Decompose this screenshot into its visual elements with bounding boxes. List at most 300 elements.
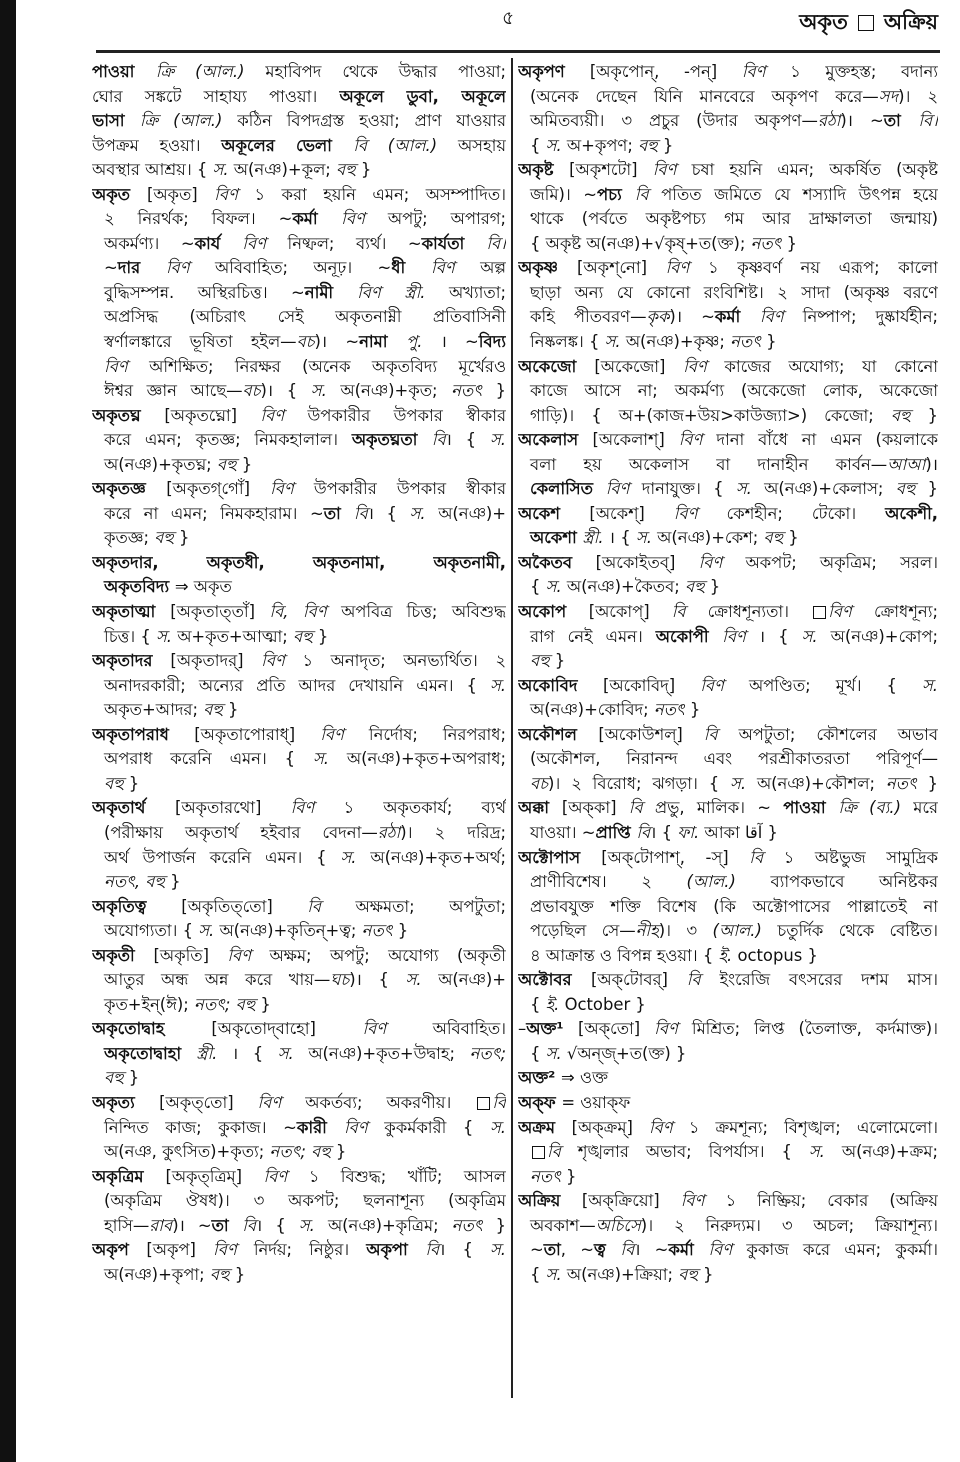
definition-text: [অকেজো] [594,356,684,376]
definition-text: { [530,1043,546,1063]
dictionary-line [92,1042,506,1067]
dictionary-line [518,600,938,625]
headword: ধী [391,258,431,278]
dictionary-line [518,207,938,232]
definition-text: অ(নঞ)+কেশ; [657,528,764,548]
definition-text: । { [217,1043,278,1063]
dictionary-line [518,1140,938,1165]
definition-text: [অকৃতঘ্নো] [164,405,261,425]
definition-text: অখ্যাতা; [448,282,506,302]
grammar-label: বিণ [708,1240,747,1260]
dictionary-line [518,846,938,871]
dictionary-line [92,404,506,429]
definition-text: রাগ নেই এমন। [530,626,656,646]
definition-text: নিষ্কলঙ্ক। { [530,332,605,352]
grammar-label: বহু [530,651,550,671]
grammar-label: পু. [406,332,423,352]
definition-text: নির্দোষ; নিরপরাধ; [368,724,506,744]
grammar-label: বিণ [741,62,791,81]
definition-text: [অকৃশটো] [569,160,653,180]
definition-text: } [123,1068,140,1088]
dictionary-line [518,1165,938,1190]
definition-text: [অকৃপোন্, -পন্] [589,62,742,81]
definition-text: { [530,1264,546,1284]
definition-text: অল্প [480,258,506,278]
definition-text: } [482,1215,506,1235]
grammar-label: ক্রি (ব্য.) [838,798,914,818]
definition-text: ঈশ্বর জ্ঞান আছে— [104,381,243,401]
definition-text: ১ অষ্টভুজ সামুদ্রিক [783,847,938,867]
dictionary-line [518,1263,938,1288]
headword: অকৃতজ্ঞ [92,479,167,499]
definition-text: কৃতজ্ঞ; [104,528,155,548]
headword: কার্য [194,233,243,253]
definition-text: } [704,577,721,597]
page-number: ৫ [502,7,515,29]
definition-text: কাজের অযোগ্য; যা কোনো [724,356,938,376]
grammar-label: স. [545,135,567,155]
grammar-label: বি [634,184,662,204]
definition-text: অ(নঞ)+কৃত+উদ্বাহ; [308,1043,470,1063]
grammar-label: কৃক [646,307,670,327]
grammar-label: বিণ স্ত্রী. [357,282,449,302]
grammar-label: বিণ [828,602,874,622]
definition-text: } [783,528,799,548]
grammar-label: ক্রি (আল.) [155,62,266,81]
definition-text: )। ২ [898,86,938,106]
left-column [92,60,506,1287]
definition-text: অর্থ উপার্জন করেনি এমন। { [104,847,341,867]
definition-text: [অক্‌টোপাশ্, -স্] [601,847,750,867]
definition-text: ছাড়া অন্য যে কোনো রংবিশিষ্ট। ২ সাদা (অকৃষ্ণ বরণে [530,282,938,302]
dictionary-line [518,674,938,699]
dictionary-line [518,575,938,600]
grammar-label: স. [155,626,178,646]
headword: অকৃতদার, অকৃতধী, অকৃতনামা, অকৃতনামী, [92,552,506,572]
definition-text: । { [745,626,802,646]
dictionary-line [518,625,938,650]
headword: তা [883,111,919,131]
grammar-label: ই. [545,994,565,1014]
definition-text: অ+কৃপণ; [566,135,639,155]
dictionary-line [92,1263,506,1288]
headword: অকেশী, [885,503,938,523]
headword: অকৌশল [518,724,599,744]
definition-text: । { [367,503,410,523]
headword: অকৃতিত্ব [92,896,182,916]
definition-text: [অকেলাশ্] [592,430,679,450]
definition-text: উপকারীর উপকার স্বীকার [313,479,506,499]
definition-text: প্রভাবযুক্ত শক্তি বিশেষ (কি অক্টোপাসের পাল্লাতেই না [530,896,938,916]
dictionary-line [92,256,506,281]
definition-text: } [222,700,239,720]
grammar-label: স. [921,675,938,695]
definition-text: ১ কৃষ্ণবর্ণ নয় এরূপ; কালো [707,258,938,278]
headword: অকোবিদ [518,675,603,695]
headword: অকেলাস [518,430,593,450]
definition-text: অকর্মণ্য। ~ [104,233,195,253]
definition-text: পড়েছিল সে— [530,921,636,941]
grammar-label: বি [686,970,720,990]
grammar-label: স. [730,773,757,793]
dictionary-line [92,134,506,159]
definition-text: অ(নঞ)+কৃত্রিম; [327,1215,452,1235]
grammar-label: বচ [296,332,315,352]
definition-text: ~ [104,258,118,278]
headword: তা [543,1240,561,1260]
definition-text: অ(নঞ)+কৃত; [340,381,452,401]
dictionary-line [92,1140,506,1165]
definition-text: )। [925,454,938,474]
definition-text: [অকৃত্‌ত্রিম্] [165,1166,264,1186]
grammar-label: বহু [638,135,658,155]
grammar-label: স. [405,970,439,990]
grammar-label: বিণ [165,258,216,278]
dictionary-line [92,968,506,993]
definition-text: ১ বিশুদ্ধ; খাঁটি; আসল [308,1166,506,1186]
definition-text: অ(নঞ)+ক্রম; [841,1142,938,1162]
dictionary-line [92,183,506,208]
definition-text: নির্দয়; নিষ্ঠুর। [253,1240,367,1260]
headword: প্রাপ্তি [595,822,637,842]
grammar-label: সদ [878,86,899,106]
grammar-label: বিণ [654,1019,692,1039]
grammar-label: বি [431,430,446,450]
grammar-label: বি [492,1092,506,1112]
grammar-label: বহু [154,528,174,548]
dictionary-line [92,575,506,600]
grammar-label: বি [703,724,739,744]
headword: অকৃত্য [92,1092,160,1112]
grammar-label: স. [489,675,506,695]
headword: অকৃতোদ্বাহা [104,1043,197,1063]
definition-text: [অকৃতি] [153,945,228,965]
grammar-label: ঘচ [330,970,350,990]
dictionary-line [518,944,938,969]
definition-text: আতুর অন্ধ অন্ন করে খায়— [104,970,331,990]
grammar-label: বহু [203,700,223,720]
dictionary-line [92,281,506,306]
dictionary-line [518,796,938,821]
grammar-label: বহু [293,626,313,646]
grammar-label: বহু [678,1264,698,1284]
grammar-label: বিণ [362,1019,433,1039]
definition-text: কেশহীন; টেকো। [726,503,886,523]
dictionary-line [518,355,938,380]
grammar-label: নতৎ; বহু [194,994,256,1014]
definition-text: )। ~ [840,111,884,131]
dictionary-line [92,330,506,355]
definition-text: অকপট; অকৃত্রিম; সরল। [745,552,938,572]
headword: অকেশা [530,528,583,548]
definition-text: অ(নঞ)+কৌশল; [756,773,886,793]
headword: পাওয়া [783,798,839,818]
definition-text: ইংরেজি বৎসরের দশম মাস। [719,970,938,990]
definition-text: )। ২ দরিদ্র; [400,822,506,842]
definition-text: । ~ [422,332,479,352]
grammar-label: বিণ [605,479,642,499]
definition-text: )। ~ [314,332,360,352]
definition-text: [অকৃতাত্‌তাঁ] [170,602,270,622]
grammar-label: নতৎ; [469,1043,506,1063]
definition-text: } [123,773,140,793]
definition-text: অ(নঞ)+কৈতব; [566,577,685,597]
dictionary-line [518,158,938,183]
grammar-label: আআ [887,454,926,474]
definition-text: } [697,1264,714,1284]
headword: নামা [359,332,407,352]
dictionary-line [92,698,506,723]
definition-text: কুকর্মকারী { [384,1117,490,1137]
definition-text: কঠিন বিপদগ্রস্ত হওয়া; প্রাণ যাওয়ার [237,111,506,131]
definition-text: বলা হয় অকেলাস বা দানাহীন কার্বন— [530,454,888,474]
definition-text: } [910,405,938,425]
grammar-label: বিণ [665,258,708,278]
grammar-label: বিণ [270,479,314,499]
definition-text: অ(নঞ)+ [438,970,506,990]
headword: অকৃতবিদ্য [104,577,175,597]
grammar-label: রঠা [817,111,841,131]
definition-text: বুদ্ধিসম্পন্ন. অস্থিরচিত্ত। ~ [104,282,305,302]
definition-text: অ+কৃত+আত্মা; [177,626,294,646]
dictionary-line [92,649,506,674]
dictionary-line [518,526,938,551]
definition-text: মহাবিপদ থেকে উদ্ধার পাওয়া; [265,62,506,81]
dictionary-line [518,772,938,797]
grammar-label: বহু [684,577,705,597]
grammar-label: বহু [104,1068,124,1088]
definition-text: ১ ক্রমশূন্য; বিশৃঙ্খল; এলোমেলো। [688,1117,938,1137]
definition-text: (অকৌশল, নিরানন্দ এবং পরশ্রীকাতরতা পরিপূর্ণ— [530,749,938,769]
definition-text: অক্ষমতা; অপটুতা; [355,896,506,916]
definition-text: যাওয়া। ~ [530,822,596,842]
definition-text: [অকৃতগ্‌গোঁ] [166,479,271,499]
definition-text: করে এমন; কৃতজ্ঞ; নিমকহালাল। [104,430,352,450]
definition-text: } [236,454,253,474]
grammar-label: (আল.) [686,872,771,892]
dictionary-line [518,1017,938,1042]
dictionary-line [518,895,938,920]
headword: অক্রিয় [518,1191,582,1211]
grammar-label: বি [749,847,784,867]
dictionary-line [518,60,938,85]
grammar-label: বহু [104,773,124,793]
definition-text: করে না এমন; নিমকহারাম। ~ [104,503,324,523]
definition-text: চিত্ত। { [104,626,156,646]
definition-text: গাড়ি)। { অ+(কাজ+উয়>কাউজ্যা>) কেজো; [530,405,891,425]
headword: অকৈতব [518,552,596,572]
running-head [799,6,938,41]
grammar-label: নতৎ [451,381,482,401]
definition-text: )। ২ বিরোধ; ঝগড়া। { [547,773,731,793]
definition-text: আকা آقا } [704,822,778,842]
definition-text: } [330,1142,347,1162]
column-divider [511,58,513,1398]
grammar-label: বিণ [214,184,255,204]
dictionary-line [518,109,938,134]
definition-text: { [530,577,546,597]
headword: কর্মা [714,307,760,327]
dictionary-line [518,1066,938,1091]
headword: বিদ্য [478,332,506,352]
definition-text: দানা বাঁধে না এমন (কয়লাকে [716,430,938,450]
definition-text: । { [650,822,678,842]
dictionary-line [518,477,938,502]
definition-text: ১ করা হয়নি এমন; অসম্পাদিত। [254,184,506,204]
definition-text: অ(নঞ)+কৃতিন্+ত্ব; [219,921,362,941]
headword: অকেশ [518,503,590,523]
definition-text: অযোগ্যতা। { [104,921,199,941]
definition-text: ~ [530,1240,544,1260]
dictionary-line [92,477,506,502]
dictionary-line [518,1091,938,1116]
definition-text: ক্রোধশূন্য; [873,602,938,622]
definition-text: প্রাণীবিশেষ। ২ [530,872,687,892]
dictionary-line [518,1189,938,1214]
grammar-label: স. [212,160,234,180]
definition-text: অ(নঞ)+কৃত+অপরাধ; [346,749,506,769]
definition-text: অপ্রসিদ্ধ (অচিরাৎ সেই অকৃতনাম্নী প্রতিবাসিনী [104,307,506,327]
definition-text: } [255,994,271,1014]
headword: অক্ত² [518,1068,562,1088]
definition-text: = ওয়াক্ফ [561,1092,631,1112]
headword: নামী [304,282,358,302]
dictionary-line [518,453,938,478]
definition-text: চষা হয়নি এমন; অকর্ষিত (অকৃষ্ট [691,160,938,180]
definition-text: { [530,994,546,1014]
headword: অকৃত [92,184,147,204]
headword: অক্টোপাস [518,847,602,867]
definition-text: অপরাধ করেনি এমন। { [104,749,313,769]
definition-text: [অকোপ্] [588,602,672,622]
grammar-label: বিণ [431,258,481,278]
dictionary-line [92,453,506,478]
grammar-label: বহু [895,479,916,499]
definition-text: } [781,233,798,253]
grammar-label: নীহ [635,921,659,941]
grammar-label: বিণ [104,356,150,376]
grammar-label: বিণ [260,405,308,425]
dictionary-line [92,428,506,453]
headword: কারী [296,1117,344,1137]
definition-text: কুকাজ করে এমন; কুকর্মা। [746,1240,938,1260]
dictionary-line [92,723,506,748]
definition-text: [অক্‌কা] [561,798,629,818]
grammar-label: বি [547,1142,578,1162]
dictionary-line [92,600,506,625]
definition-text: ১ নিষ্ক্রিয়; বেকার (অক্রিয় [725,1191,938,1211]
grammar-label: ক্রি (আল.) [139,111,238,131]
definition-text: { অকৃষ্ট অ(নঞ)+√কৃষ্+ত(ক্ত); [530,233,751,253]
grammar-label: স্ত্রী. [196,1043,218,1063]
sense-box-icon [813,606,826,619]
definition-text: [অক্‌ক্রম্] [571,1117,649,1137]
dictionary-line [518,134,938,159]
grammar-label: রাব [149,1215,173,1235]
grammar-label: নতৎ; বহু [269,1142,331,1162]
headword: ত্ব [593,1240,621,1260]
definition-text: মিশ্রিত; লিপ্ত (তৈলাক্ত, কর্দমাক্ত)। [691,1019,938,1039]
grammar-label: নতৎ, বহু [104,872,165,892]
dictionary-line [518,1116,938,1141]
definition-text: [অকৃতিত্‌তো] [181,896,308,916]
definition-text: অবিবাহিত। [432,1019,506,1039]
headword: অকৃতোদ্বাহ [92,1019,212,1039]
grammar-label: বি [628,798,655,818]
definition-text: (পরীক্ষায় অকৃতার্থ হইবার বেদনা— [104,822,378,842]
definition-text: } [173,528,190,548]
grammar-label: বিণ [261,651,303,671]
definition-text: [অকেশ্] [589,503,674,523]
definition-text: )। ২ নিরুদ্যম। ৩ অচল; ক্রিয়াশূন্য। [640,1215,938,1235]
dictionary-line [92,305,506,330]
definition-text: অ(নঞ)+কোবিদ; [530,700,654,720]
dictionary-line [92,674,506,699]
grammar-label: স. [310,381,341,401]
definition-text: octopus } [737,945,818,965]
grammar-label: স. [277,1043,309,1063]
definition-text: অ(নঞ)+কোপ; [830,626,938,646]
definition-text: অশিক্ষিত; নিরক্ষর (অনেক অকৃতবিদ্য মূর্খেরও [149,356,506,376]
definition-text: [অকৃতাদর্] [170,651,262,671]
definition-text: অপটু; অপারগ; [387,209,506,229]
definition-text: অবিবাহিত; অনূঢ়। ~ [215,258,392,278]
grammar-label: বিণ [227,945,270,965]
definition-text: প্রভু, মালিক। ~ [654,798,784,818]
dictionary-line [92,158,506,183]
grammar-label: স. [198,921,220,941]
definition-text: নিন্দিত কাজ; কুকাজ। ~ [104,1117,297,1137]
definition-text: [অকোউশল্] [598,724,704,744]
definition-text: । { [256,1215,299,1235]
definition-text: দানাযুক্ত। { [641,479,736,499]
definition-text: ৪ আক্রান্ত ও বিপন্ন হওয়া। { [530,945,719,965]
definition-text: )। ~ [172,1215,212,1235]
grammar-label: বিণ [698,552,746,572]
definition-text: । ~ [634,1240,669,1260]
definition-text: অ(নঞ)+কেলাস; [764,479,896,499]
definition-text: )। { [349,970,406,990]
definition-text: } [312,626,329,646]
dictionary-line [92,870,506,895]
dictionary-line [92,379,506,404]
right-column [518,60,938,1287]
definition-text: [অক্‌টোবর্] [590,970,687,990]
headword: অকৃতঘ্নতা [351,430,432,450]
dictionary-line [518,428,938,453]
guide-word-last: অক্রিয় [883,10,938,34]
grammar-label: রঠা [377,822,401,842]
dictionary-line [92,60,506,85]
definition-text: অমিতব্যয়ী। ৩ প্রচুর (উদার অকৃপণ— [530,111,818,131]
definition-text: মরে [913,798,938,818]
definition-text: [অকৃশ্‌নো] [577,258,666,278]
headword: অকৃপ [92,1240,147,1260]
dictionary-line [92,551,506,576]
dictionary-line [92,232,506,257]
definition-text: [অকৃতাপোরাধ্] [194,724,321,744]
headword: অক্টোবর [518,970,591,990]
definition-text: অবকাশ— [530,1215,596,1235]
headword: পাওয়া [92,62,156,81]
definition-text: } [657,135,674,155]
grammar-label: বিণ [257,1092,306,1112]
grammar-label: নতৎ [885,773,917,793]
grammar-label: (আল.) [712,921,778,941]
grammar-label: স. [489,430,506,450]
dictionary-line [92,1091,506,1116]
grammar-label: স. [489,1240,506,1260]
